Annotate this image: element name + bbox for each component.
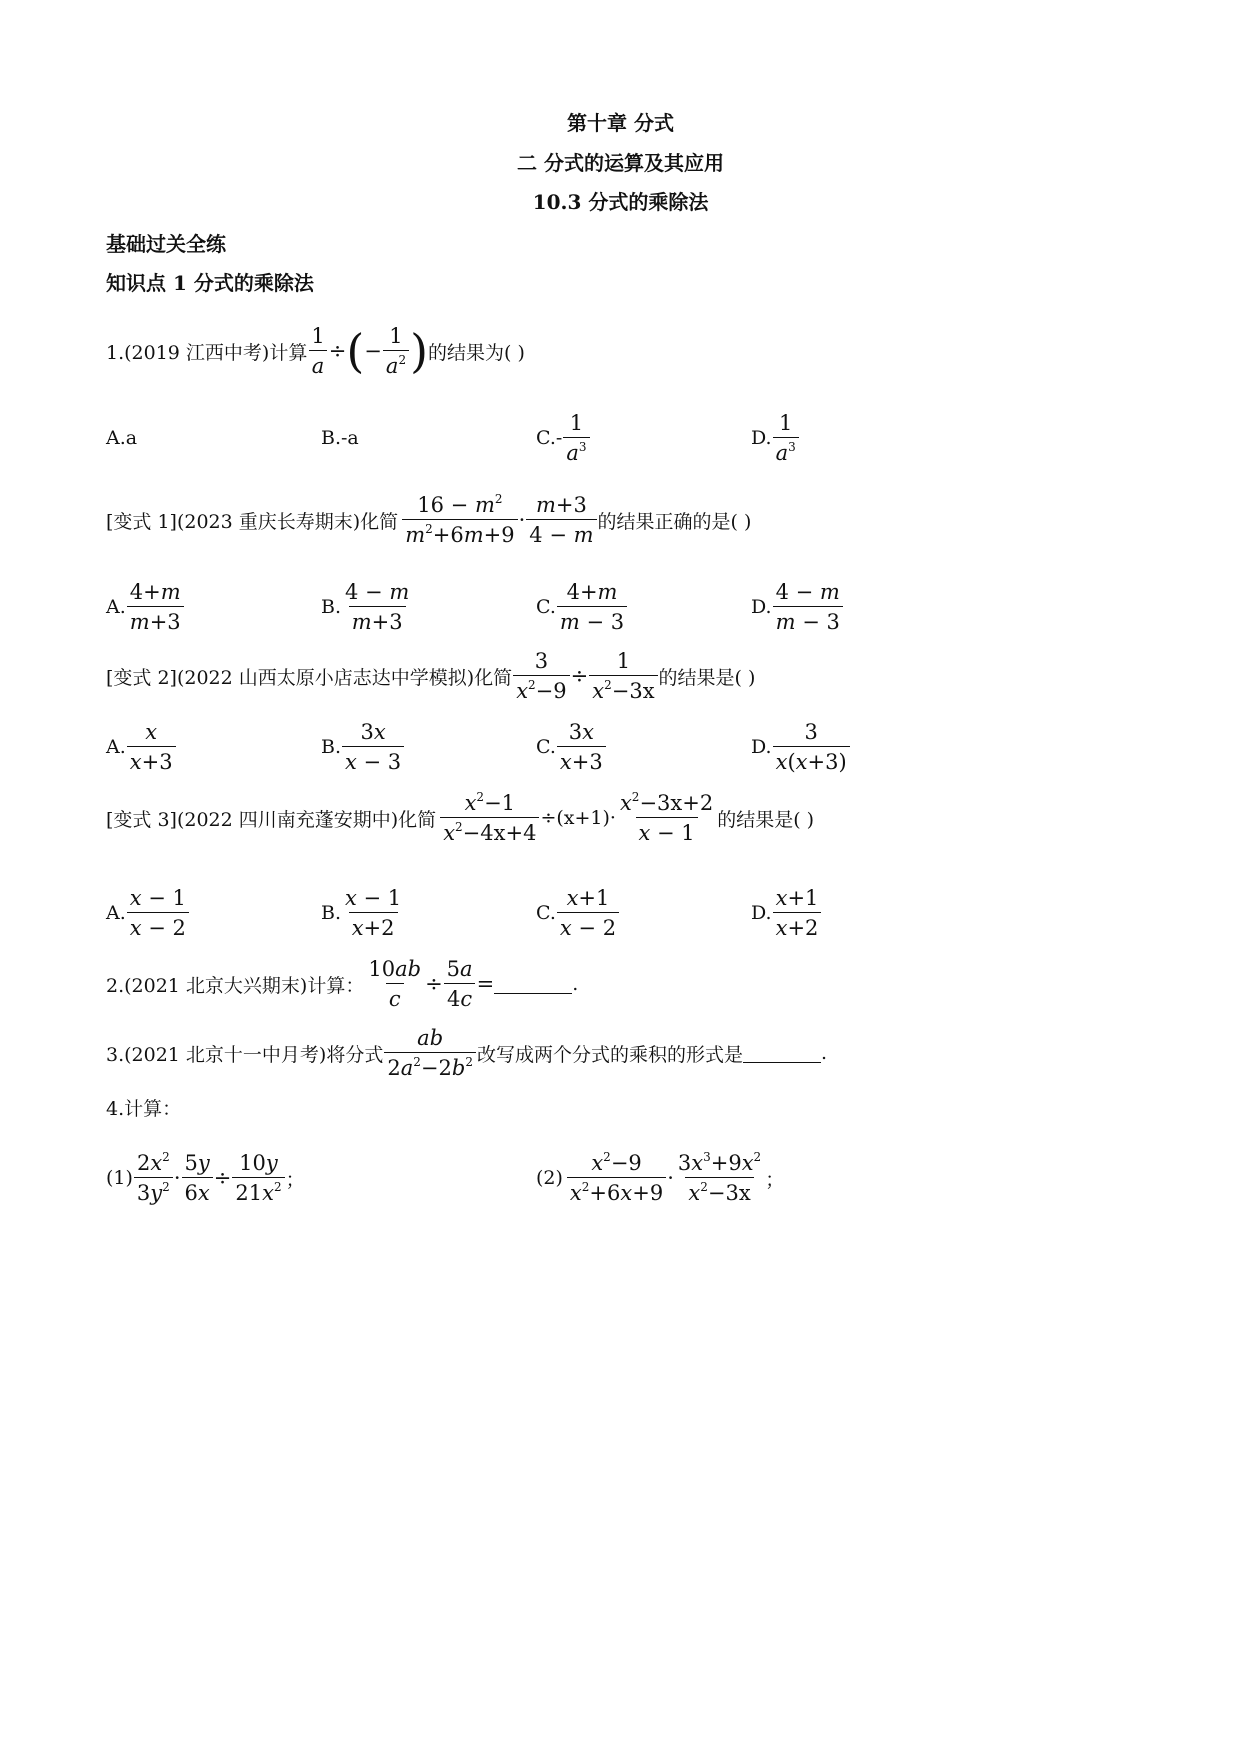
q1-option-a-label: A.a [106,427,138,449]
v1-option-c[interactable] [536,578,628,636]
v1-option-d[interactable] [751,578,844,636]
question-3-answer-blank[interactable] [743,1044,821,1063]
v2-option-b-fraction: $\frac{3x}{x - 3}$ [342,720,404,774]
v1-option-b-fraction: $\frac{4 - m}{m+3}$ [345,580,410,634]
q4-1-fraction-1: $\frac{2x^2}{3y^2}$ [134,1151,173,1205]
question-1-suffix: 的结果为( ) [428,341,525,364]
v2-option-d-label: D. [751,736,772,758]
v3-option-d[interactable] [751,884,822,942]
q4-1-fraction-3: $\frac{10y}{21x^2}$ [232,1151,284,1205]
v3-option-c[interactable] [536,884,620,942]
q1-option-b-label: B.-a [321,427,359,449]
question-4-part-1-semicolon: ； [285,1168,305,1191]
variant-2-fraction-2: $\frac{1}{x^2-3x}$ [589,649,657,703]
v3-option-a[interactable] [106,884,190,942]
v1-option-a-fraction: $\frac{4+m}{m+3}$ [127,580,184,634]
question-2-end: . [572,973,579,995]
q1-option-d-fraction: $\frac{1}{a^3}$ [773,411,799,465]
v3-option-a-fraction: $\frac{x - 1}{x - 2}$ [127,886,189,940]
question-4-part-1: (1) $\frac{2x^2}{3y^2}$ · $\frac{5y}{6x}$ ÷ $\frac{10y}{21x^2}$ ； [106,1150,305,1205]
question-1-prefix: 1.(2019 江西中考)计算 [106,341,308,364]
v1-option-d-fraction: $\frac{4 - m}{m - 3}$ [773,580,843,634]
knowledge-point: 知识点 1 分式的乘除法 [106,271,314,295]
q1-option-a[interactable] [106,412,137,464]
question-4-part-1-label: (1) [106,1167,133,1189]
v2-option-c-fraction: $\frac{3x}{x+3}$ [557,720,606,774]
q1-option-c-fraction: $\frac{1}{a^3}$ [563,411,589,465]
variant-2: [变式 2](2022 山西太原小店志达中学模拟)化简 $\frac{3}{x^2-9}$ ÷ $\frac{1}{x^2-3x}$ 的结果是( ) [106,649,756,703]
fraction-1-over-a: $\frac{1}{a}$ [308,324,327,378]
v2-option-c[interactable] [536,718,607,776]
v1-option-a[interactable] [106,578,185,636]
variant-3-fraction-2: $\frac{x^2-3x+2}{x - 1}$ [619,790,714,845]
question-3-fraction: $\frac{ab}{2a^2-2b^2}$ [384,1026,476,1080]
v1-option-c-fraction: $\frac{4+m}{m - 3}$ [557,580,627,634]
variant-3-fraction-1: $\frac{x^2-1}{x^2-4x+4}$ [440,791,539,845]
q1-option-d-label: D. [751,427,772,449]
v3-option-d-fraction: $\frac{x+1}{x+2}$ [773,886,822,940]
q1-option-d[interactable] [751,412,800,464]
section-title: 二 分式的运算及其应用 [517,151,724,175]
question-3 [106,1024,827,1082]
question-4-part-2-label: (2) [536,1167,563,1189]
v2-option-b-label: B. [321,736,342,758]
q1-option-c-label: C.- [536,427,563,449]
v1-option-b-label: B. [321,596,342,618]
variant-3-middle: ÷(x+1)· [540,807,616,829]
v3-option-b-fraction: $\frac{x - 1}{x+2}$ [345,886,402,940]
q4-2-fraction-2: $\frac{3x^3+9x^2}{x^2-3x}$ [677,1150,762,1205]
variant-1-fraction-1: $\frac{16 - m^2}{m^2+6m+9}$ [402,493,517,547]
question-3-end: . [820,1042,828,1064]
question-2-answer-blank[interactable] [494,975,572,994]
fraction-1-over-a-squared: $\frac{1}{a^2}$ [383,324,409,378]
q1-option-b[interactable] [321,412,359,464]
question-3-prefix: 3.(2021 北京十一中月考)将分式 [106,1043,384,1066]
question-4-part-2: (2) $\frac{x^2-9}{x^2+6x+9}$ · $\frac{3x^3+9x^2}{x^2-3x}$ ； [536,1150,785,1205]
v2-option-a-label: A. [106,736,126,758]
variant-3-suffix: 的结果是( ) [717,808,815,831]
chapter-title: 第十章 分式 [567,111,674,135]
variant-3-prefix: [变式 3](2022 四川南充蓬安期中)化简 [106,808,437,831]
v1-option-a-label: A. [106,596,126,618]
v1-option-b[interactable] [321,578,413,636]
question-1: 1.(2019 江西中考)计算 $\frac{1}{a}$ ÷ ( − $\frac{1}{a^2}$ ) 的结果为( ) [106,324,525,378]
v1-option-d-label: D. [751,596,772,618]
question-2-prefix: 2.(2021 北京大兴期末)计算： [106,974,365,997]
v3-option-d-label: D. [751,902,772,924]
variant-2-prefix: [变式 2](2022 山西太原小店志达中学模拟)化简 [106,666,513,689]
subsection-title: 10.3 分式的乘除法 [532,190,709,214]
practice-title: 基础过关全练 [106,232,226,256]
question-2: 2.(2021 北京大兴期末)计算： $\frac{10ab}{c}$ ÷ $\frac{5a}{4c}$ = . [106,957,579,1011]
v3-option-b[interactable] [321,884,405,942]
v2-option-a-fraction: $\frac{x}{x+3}$ [127,720,176,774]
v2-option-d-fraction: $\frac{3}{x(x+3)}$ [773,720,850,774]
variant-2-fraction-1: $\frac{3}{x^2-9}$ [513,649,569,703]
question-3-suffix: 改写成两个分式的乘积的形式是 [476,1043,743,1066]
question-2-fraction-2: $\frac{5a}{4c}$ [444,957,476,1011]
variant-1-prefix: [变式 1](2023 重庆长寿期末)化简 [106,510,399,533]
question-2-fraction-1: $\frac{10ab}{c}$ [368,957,422,1011]
v3-option-a-label: A. [106,902,126,924]
v3-option-c-fraction: $\frac{x+1}{x - 2}$ [557,886,619,940]
variant-1-fraction-2: $\frac{m+3}{4 - m}$ [526,493,596,547]
v2-option-c-label: C. [536,736,556,758]
v3-option-c-label: C. [536,902,556,924]
question-4-part-2-semicolon: ； [765,1168,785,1191]
question-4-title: 4.计算： [106,1098,182,1120]
v1-option-c-label: C. [536,596,556,618]
q1-option-c[interactable] [536,412,591,464]
variant-1: [变式 1](2023 重庆长寿期末)化简 $\frac{16 - m^2}{m^2+6m+9}$ · $\frac{m+3}{4 - m}$ 的结果正确的是( ) [106,492,752,547]
v2-option-d[interactable] [751,718,851,776]
v3-option-b-label: B. [321,902,342,924]
v2-option-a[interactable] [106,718,177,776]
q4-2-fraction-1: $\frac{x^2-9}{x^2+6x+9}$ [567,1151,666,1205]
variant-3 [106,789,814,847]
variant-1-suffix: 的结果正确的是( ) [597,510,752,533]
v2-option-b[interactable] [321,718,405,776]
q4-1-fraction-2: $\frac{5y}{6x}$ [182,1151,213,1205]
variant-2-suffix: 的结果是( ) [658,666,756,689]
